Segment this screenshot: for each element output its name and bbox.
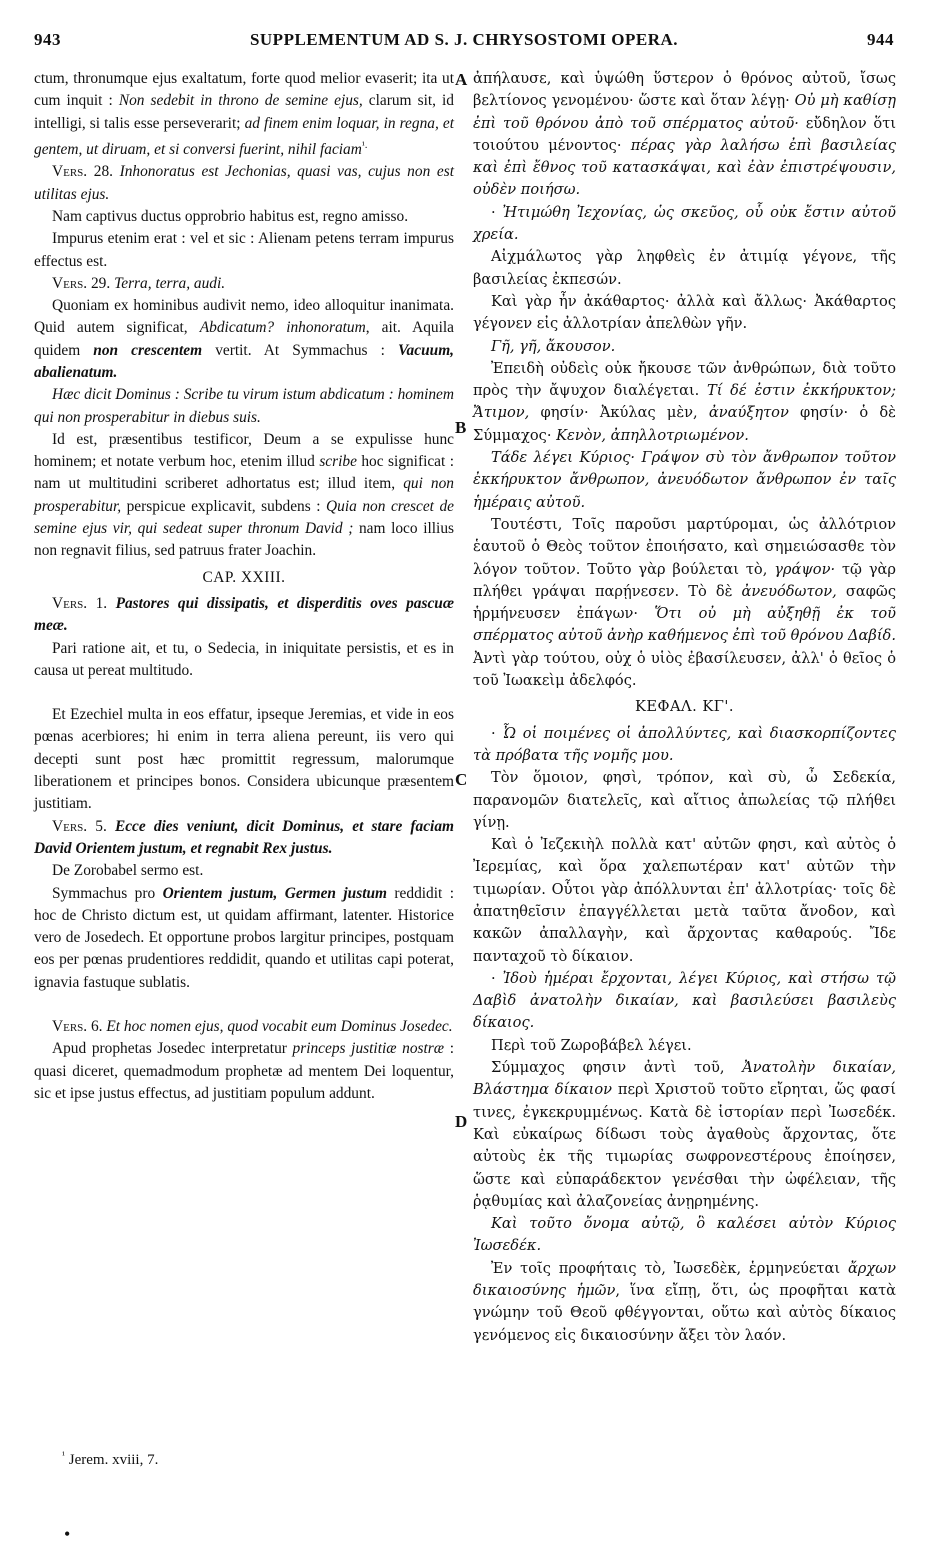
text-segment: Pastores qui dissipatis, et disperditis oves pascuæ meæ. [34, 594, 454, 635]
text-segment: · [491, 203, 503, 221]
text-segment: σαφῶς ἡρμήνευσεν ἐπάγων· [473, 582, 897, 623]
paragraph [34, 161, 454, 206]
text-segment: Τί δέ ἐστιν ἐκκήρυκτον; [707, 382, 896, 400]
text-segment: Καὶ τοῦτο ὄνομα αὐτῷ, ὃ καλέσει αὐτὸν Κύριος Ἰωσεδέκ. [473, 1215, 896, 1255]
text-segment: Ὅτι οὐ μὴ αὐξηθῇ ἐκ τοῦ σπέρματος αὐτοῦ ἀνὴρ καθήμενος ἐπὶ τοῦ θρόνου Δαβίδ. [473, 605, 896, 645]
text-segment: clarum sit, id intelligi, si talis esse perseverarit; [34, 92, 454, 132]
paragraph [473, 1258, 896, 1347]
text-segment: φησίν· ὁ δὲ Σύμμαχος· [473, 404, 896, 444]
text-segment: Ἠτιμώθη Ἰεχονίας, ὡς σκεῦος, οὗ οὐκ ἔστιν αὐτοῦ χρεία. [473, 203, 896, 244]
text-segment: Terra, terra, audi. [114, 274, 226, 292]
verse-label: Vers. 6. [52, 1018, 103, 1035]
text-segment: princeps justitiæ nostræ [292, 1040, 445, 1058]
paragraph [34, 593, 454, 638]
paragraph [34, 860, 454, 882]
text-segment: vertit. At Symmachus : [202, 341, 398, 359]
page-number-right: 944 [867, 30, 894, 49]
text-segment: Apud prophetas Josedec interpretatur [52, 1040, 293, 1058]
page-number-left: 943 [34, 30, 61, 49]
text-segment: nam loco illius non regnavit filius, sed patruus frater Joachin. [34, 520, 455, 560]
footnote [62, 1450, 158, 1469]
text-segment: ἀνευόδωτον, [741, 582, 837, 600]
paragraph [34, 384, 454, 429]
text-segment: γράψον· [774, 560, 836, 578]
text-segment: Σύμμαχος φησιν ἀντὶ τοῦ, [491, 1059, 743, 1077]
paragraph [473, 246, 896, 291]
text-segment: Quoniam ex hominibus audivit nemo, ideo alloquitur inanimata. Quid autem significat, [34, 297, 454, 337]
margin-letter-a: A [455, 70, 468, 89]
text-segment: ctum, thronumque ejus exaltatum, forte quod melior evaserit; ita ut cum inquit : [34, 70, 454, 110]
text-segment: CAP. XXIII. [202, 568, 286, 586]
paragraph [34, 228, 454, 273]
chapter-heading [34, 567, 454, 589]
paragraph [34, 704, 454, 815]
text-segment: Hæc dicit Dominus : Scribe tu virum istum abdicatum : hominem qui non prosperabitur in diebus suis. [34, 386, 454, 426]
margin-letter-d: D [455, 1112, 468, 1131]
text-segment: De Zorobabel sermo est. [52, 862, 204, 880]
text-segment: Id est, præsentibus testificor, Deum a se expulisse hunc hominem; et notate verbum hoc, etenim illud [34, 430, 454, 471]
text-segment: non crescentem [93, 341, 203, 359]
paragraph [473, 358, 896, 447]
paragraph [34, 638, 454, 683]
text-segment: Abdicatum? inhonoratum [199, 319, 366, 337]
text-segment: reddidit : hoc de Christo dictum est, ut quidam affirmant, latenter. Historice vero de Josedech. Et opportune probos largitur principes, postquam eos per pœnas prudentiores reddidit, quando et utilitas capi poterat, ignavia fastuque sublatis. [34, 884, 454, 991]
paragraph [473, 834, 896, 968]
margin-letter-c: C [455, 770, 468, 789]
text-segment: Nam captivus ductus opprobrio habitus est, regno amisso. [52, 207, 409, 225]
text-segment: Τὸν ὅμοιον, φησὶ, τρόπον, καὶ σὺ, ὦ Σεδεκία, παρανομῶν διατελεῖς, καὶ αἴτιος ἀπωλείας τῷ πλήθει γίνῃ. [473, 769, 896, 831]
verse-label: Vers. 29. [52, 274, 111, 292]
text-segment: Καὶ ὁ Ἰεζεκιὴλ πολλὰ κατ' αὐτῶν φησι, καὶ αὐτὸς ὁ Ἰερεμίας, καὶ ὅρα χαλεπωτέραν κατ' αὐτῶν τὴν τιμωρίαν. Οὗτοι γὰρ ἀπόλλυνται ἐπ' ἀλλοτρίας· τοῖς δὲ ἀπατηθεῖσιν ἐπαγγέλλεται μετὰ ταῦτα ἄνοδον, καὶ κακῶν ἀπαλλαγὴν, καὶ ἄρχοντας καθαρούς. Ἴδε πανταχοῦ τὸ δίκαιον. [473, 836, 896, 965]
paragraph [34, 883, 454, 994]
paragraph [34, 273, 454, 295]
text-segment: qui non prosperabitur, [34, 475, 454, 515]
text-segment: Symmachus pro [52, 884, 163, 902]
text-segment: ἄρχων δικαιοσύνης ἡμῶν [473, 1259, 896, 1300]
text-segment: περὶ Χριστοῦ τοῦτο εἴρηται, ὥς φασί τινες, ἐγκεκρυμμένως. Κατὰ δὲ ἱστορίαν περὶ Ἰωσεδέκ. Καὶ εὐκαίρως δίδωσι τοὺς ἀγαθοὺς ἄρχοντας, ὅτε αὐτοὺς ἐκ τῆς τιμωρίας σωφρονεστέρους ἐποίησεν, ὥστε καὶ εὐπαράδεκτον γενέσθαι τὴν ὠφέλειαν, τῆς ῥᾳθυμίας καὶ ἀλαζονείας ἀνῃρημένης. [473, 1081, 896, 1210]
paragraph [473, 968, 896, 1035]
text-segment: Τουτέστι, Τοῖς παροῦσι μαρτύρομαι, ὡς ἀλλότριον ἑαυτοῦ ὁ Θεὸς τοῦτον ἐποιήσατο, καὶ σημειώσασθε τὸν λόγον τοῦτον. Τοῦτο γὰρ βούλεται τὸ, [473, 515, 896, 578]
paragraph [34, 816, 454, 861]
footnote-text: Jerem. xviii, 7. [68, 1452, 159, 1468]
latin-column [34, 68, 454, 1105]
text-segment: Τάδε λέγει Κύριος· Γράψον σὺ τὸν ἄνθρωπον τοῦτον ἐκκήρυκτον ἄνθρωπον, ἀνευόδωτον ἄνθρωπον ἐν ταῖς ἡμέραις αὐτοῦ. [473, 449, 896, 511]
text-segment: Γῆ, γῆ, ἄκουσον. [491, 337, 616, 355]
text-segment: Κενὸν, ἀπηλλοτριωμένον. [556, 426, 749, 444]
chapter-heading [473, 696, 896, 718]
paragraph [473, 767, 896, 834]
paragraph-gap [34, 994, 454, 1016]
text-segment: Ecce dies veniunt, dicit Dominus, et stare faciam David Orientem justum, et regnabit Rex justus. [34, 817, 454, 857]
greek-column [473, 68, 896, 1347]
footnote-mark: ¹ [62, 1450, 65, 1461]
paragraph [473, 291, 896, 336]
paragraph [473, 1057, 896, 1213]
text-segment: Αἰχμάλωτος γὰρ ληφθεὶς ἐν ἀτιμίᾳ γέγονε, τῆς βασιλείας ἐκπεσών. [473, 248, 896, 288]
text-segment: Ἰδοὺ ἡμέραι ἔρχονται, λέγει Κύριος, καὶ στήσω τῷ Δαβὶδ ἀνατολὴν δικαίαν, καὶ βασιλεύσει βασιλεὺς δίκαιος. [473, 969, 896, 1032]
paragraph [34, 1016, 454, 1038]
text-segment: hoc significat : nam ut multitudini scriberet adhortatus est; illud item, [34, 453, 454, 493]
text-segment: πέρας γὰρ λαλήσω ἐπὶ βασιλείας καὶ ἐπὶ ἔθνος τοῦ κατασκάψαι, καὶ ἐὰν ἐπιστρέψουσιν, οὐδὲν ποιήσω. [473, 136, 896, 199]
text-segment: , ἵνα εἴπῃ, ὅτι, ὡς προφῆται κατὰ γνώμην τοῦ Θεοῦ φθέγγονται, οὕτω καὶ αὐτὸς δίκαιος γενόμενος εἰς δικαιοσύνην ἄξει τὸν λαόν. [473, 1282, 896, 1344]
text-segment: Impurus etenim erat : vel et sic : Alienam petens terram impurus effectus est. [34, 230, 454, 270]
text-segment: , ait. Aquila quidem [34, 319, 455, 359]
margin-letter-b: B [455, 418, 467, 437]
paragraph [34, 295, 454, 384]
paragraph [34, 68, 454, 161]
text-segment: Ὦ οἱ ποιμένες οἱ ἀπολλύντες, καὶ διασκορπίζοντες τὰ πρόβατα τῆς νομῆς μου. [473, 724, 896, 764]
paragraph [34, 429, 454, 563]
text-segment: τῷ γὰρ πλήθει γράψαι παρῄνεσεν. Τὸ δὲ [473, 560, 896, 600]
paragraph [473, 1035, 896, 1057]
footnote-ref: ¹. [361, 139, 368, 151]
text-segment: ad finem enim loquar, in regna, et gentem, ut diruam, et si conversi fuerint, nihil faciam [34, 114, 454, 159]
text-segment: : quasi diceret, quemadmodum prophetæ ad mentem Dei loquentur, sic et ipse justus effectus, ad justitiam populum addunt. [34, 1040, 454, 1102]
text-segment: ΚΕΦΑΛ. ΚΓ'. [634, 698, 735, 716]
text-segment: · [491, 724, 503, 742]
verse-label: Vers. 5. [52, 817, 107, 835]
text-segment: Quia non crescet de semine ejus vir, qui sedeat super thronum David ; [34, 497, 454, 538]
paragraph [473, 68, 896, 202]
text-segment: Vacuum, abalienatum. [34, 341, 455, 381]
text-segment: Non sedebit in throno de semine ejus, [118, 92, 363, 110]
text-segment: Ἀνατολὴν δικαίαν, Βλάστημα δίκαιον [473, 1059, 896, 1099]
paragraph [473, 1213, 896, 1258]
text-segment: ἀναύξητον [708, 404, 789, 422]
text-segment: Orientem justum, Germen justum [162, 884, 388, 902]
text-segment [113, 163, 120, 180]
text-segment: Περὶ τοῦ Ζωροβάβελ λέγει. [491, 1036, 692, 1054]
text-segment: φησίν· Ἀκύλας μὲν, [529, 404, 709, 422]
text-segment: Ἀντὶ γὰρ τούτου, οὐχ ὁ υἱὸς ἐβασίλευσεν, ἀλλ' ὁ θεῖος ὁ τοῦ Ἰωακεὶμ ἀδελφός. [473, 649, 896, 690]
verse-label: Vers. 28. [52, 163, 113, 181]
text-segment: εὔδηλον ὅτι τοιούτου μένοντος· [473, 114, 897, 154]
running-title: SUPPLEMENTUM AD S. J. CHRYSOSTOMI OPERA. [249, 30, 679, 49]
text-segment: Ἐν τοῖς προφήταις τὸ, Ἰωσεδὲκ, ἑρμηνεύεται [491, 1259, 848, 1277]
running-header [34, 30, 894, 56]
paragraph [473, 514, 896, 692]
paragraph [473, 336, 896, 358]
text-segment: Οὐ μὴ καθίσῃ ἐπὶ τοῦ θρόνου ἀπὸ τοῦ σπέρματος αὐτοῦ· [473, 92, 897, 132]
text-segment: ἀπήλαυσε, καὶ ὑψώθη ὕστερον ὁ θρόνος αὐτοῦ, ἴσως βελτίονος γενομένου· ὥστε καὶ ὅταν λέγῃ· [473, 70, 896, 110]
paragraph-gap [34, 682, 454, 704]
text-segment [107, 595, 115, 612]
paragraph [34, 1038, 454, 1105]
paragraph [34, 206, 454, 228]
text-segment: Et hoc nomen ejus, quod vocabit eum Dominus Josedec. [106, 1018, 453, 1035]
text-segment [107, 818, 115, 835]
text-segment: · [491, 969, 503, 987]
text-segment: Καὶ γὰρ ἦν ἀκάθαρτος· ἀλλὰ καὶ ἄλλως· Ἀκάθαρτος γέγονεν εἰς ἀλλοτρίαν ἀπελθὼν γῆν. [473, 292, 896, 333]
text-segment: Ἄτιμον, [473, 404, 530, 422]
text-segment: Et Ezechiel multa in eos effatur, ipseque Jeremias, et vide in eos pœnas acerbiores; hi enim in terra aliena pereunt, iis vero qui decepti sunt post hæc promittit regressum, malorumque liberationem et principes bonos. Considera ubicunque præsentem justitiam. [34, 706, 454, 813]
verse-label: Vers. 1. [52, 594, 108, 612]
paragraph [473, 447, 896, 514]
bottom-mark: • [64, 1524, 71, 1544]
paragraph [473, 202, 896, 247]
paragraph [473, 723, 896, 768]
text-segment: Pari ratione ait, et tu, o Sedecia, in iniquitate persistis, et es in causa ut pereat multitudo. [34, 639, 454, 679]
text-segment: scribe [319, 453, 357, 471]
text-segment: Inhonoratus est Jechonias, quasi vas, cujus non est utilitas ejus. [34, 163, 454, 203]
text-segment: Ἐπειδὴ οὐδεὶς οὐκ ἤκουσε τῶν ἀνθρώπων, διὰ τοῦτο πρὸς τὴν ἄψυχον διαλέγεται. [473, 359, 896, 400]
text-segment: perspicue explicavit, subdens : [121, 497, 327, 515]
